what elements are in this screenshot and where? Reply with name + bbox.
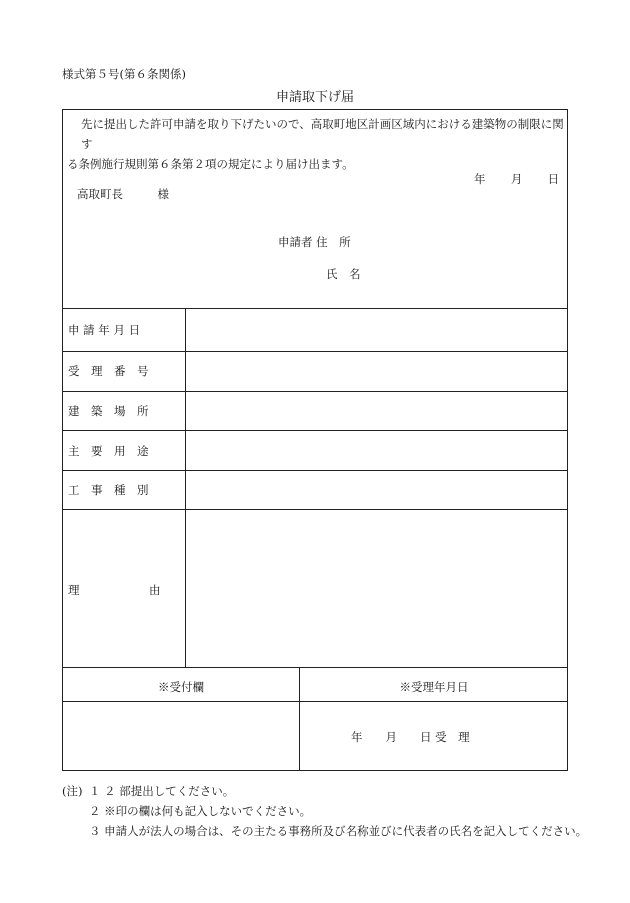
date-line bbox=[474, 171, 559, 187]
receipt-column-header: ※受付欄 bbox=[158, 680, 204, 694]
intro-line-1: 先に提出した許可申請を取り下げたいので、高取町地区計画区域内における建築物の制限に関す bbox=[81, 117, 564, 151]
building-location-label: 建 築 場 所 bbox=[68, 404, 149, 418]
receipt-date-stamp: 年 月 日 受 理 bbox=[351, 730, 470, 744]
reason-label-end: 由 bbox=[149, 583, 161, 597]
divider bbox=[62, 308, 568, 309]
addressee: 高取町長 様 bbox=[77, 187, 169, 201]
divider bbox=[62, 667, 568, 668]
form-number: 様式第５号(第６条関係) bbox=[62, 67, 186, 81]
divider bbox=[62, 430, 568, 431]
reason-label-start: 理 bbox=[68, 583, 80, 597]
receipt-number-label: 受 理 番 号 bbox=[68, 364, 149, 378]
note-item: ２ ※印の欄は何も記入しないでください。 bbox=[89, 804, 312, 818]
label-column-divider bbox=[185, 308, 186, 667]
divider bbox=[62, 701, 568, 702]
date-month: 月 bbox=[510, 172, 523, 186]
date-year: 年 bbox=[474, 172, 486, 186]
notes-prefix: (注) bbox=[62, 784, 83, 798]
intro-line-2: る条例施行規則第６条第２項の規定により届け出ます。 bbox=[67, 157, 354, 171]
date-day: 日 bbox=[547, 172, 560, 186]
divider bbox=[62, 391, 568, 392]
note-item: ３ 申請人が法人の場合は、その主たる事務所及び名称並びに代表者の氏名を記入してください。 bbox=[89, 824, 588, 838]
note-item: １ ２ 部提出してください。 bbox=[89, 784, 235, 798]
divider bbox=[62, 351, 568, 352]
receipt-date-column-header: ※受理年月日 bbox=[399, 680, 469, 694]
applicant-address-label: 申請者 住 所 bbox=[278, 235, 351, 249]
divider bbox=[62, 470, 568, 471]
construction-type-label: 工 事 種 別 bbox=[68, 483, 149, 497]
application-date-label: 申 請 年 月 日 bbox=[68, 323, 141, 337]
form-frame bbox=[62, 109, 568, 771]
divider bbox=[62, 509, 568, 510]
intro-text bbox=[67, 114, 565, 174]
applicant-name-label: 氏 名 bbox=[326, 267, 361, 281]
document-title: 申請取下げ届 bbox=[275, 90, 354, 105]
main-use-label: 主 要 用 途 bbox=[68, 444, 149, 458]
